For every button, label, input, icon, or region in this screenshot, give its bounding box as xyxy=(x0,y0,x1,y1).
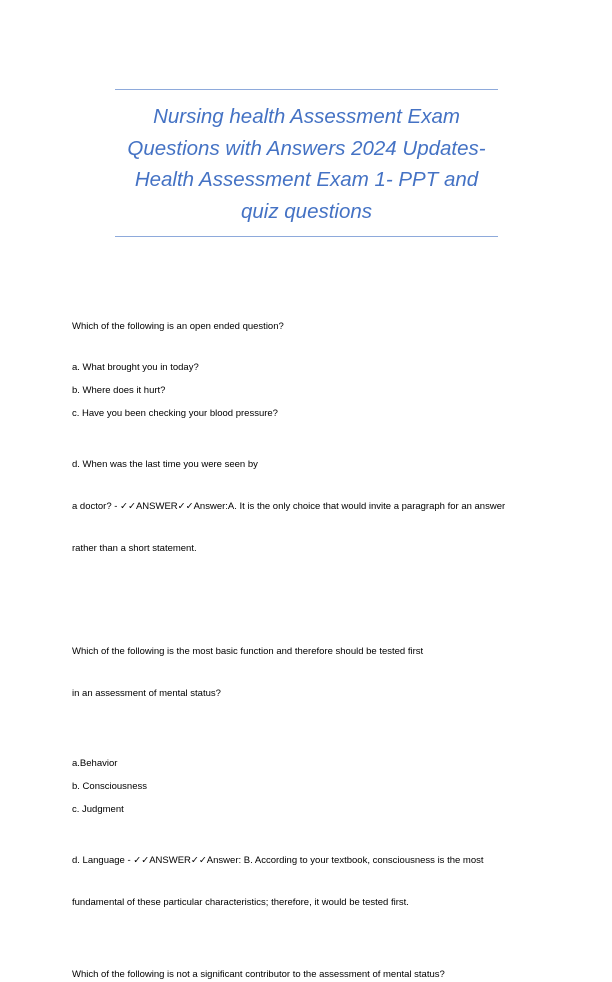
q2-option-b: b. Consciousness xyxy=(72,781,147,792)
title-line: Questions with Answers 2024 Updates- xyxy=(127,136,486,160)
document-title xyxy=(115,101,498,227)
title-block xyxy=(115,89,498,237)
question-3: Which of the following is not a significant contributor to the assessment of mental status? xyxy=(72,969,445,980)
question-2-line: Which of the following is the most basic function and therefore should be tested first xyxy=(72,646,424,657)
q1-answer-line: rather than a short statement. xyxy=(72,543,197,554)
title-bottom-rule xyxy=(115,236,498,237)
title-line: quiz questions xyxy=(240,199,373,223)
question-1: Which of the following is an open ended question? xyxy=(72,321,284,332)
q1-option-d-line: d. When was the last time you were seen by xyxy=(72,459,258,470)
q2-option-d-answer xyxy=(72,826,542,938)
q2-answer-line: fundamental of these particular characteristics; therefore, it would be tested first. xyxy=(72,897,409,908)
question-2-line: in an assessment of mental status? xyxy=(72,688,221,699)
q1-answer-line: a doctor? - ✓✓ANSWER✓✓Answer:A. It is the only choice that would invite a paragraph for an answer xyxy=(72,501,506,512)
q1-option-c: c. Have you been checking your blood pressure? xyxy=(72,408,278,419)
question-2 xyxy=(72,617,542,729)
title-top-rule xyxy=(115,89,498,90)
title-line: Nursing health Assessment Exam xyxy=(153,105,460,128)
q2-option-a: a.Behavior xyxy=(72,758,118,769)
q2-answer-line: d. Language - ✓✓ANSWER✓✓Answer: B. According to your textbook, consciousness is the most xyxy=(72,855,484,866)
q2-option-c: c. Judgment xyxy=(72,804,124,815)
document-body xyxy=(72,320,542,982)
q1-option-b: b. Where does it hurt? xyxy=(72,385,166,396)
title-line: Health Assessment Exam 1- PPT and xyxy=(134,168,479,191)
q1-option-d-answer xyxy=(72,430,542,584)
q1-option-a: a. What brought you in today? xyxy=(72,362,199,373)
